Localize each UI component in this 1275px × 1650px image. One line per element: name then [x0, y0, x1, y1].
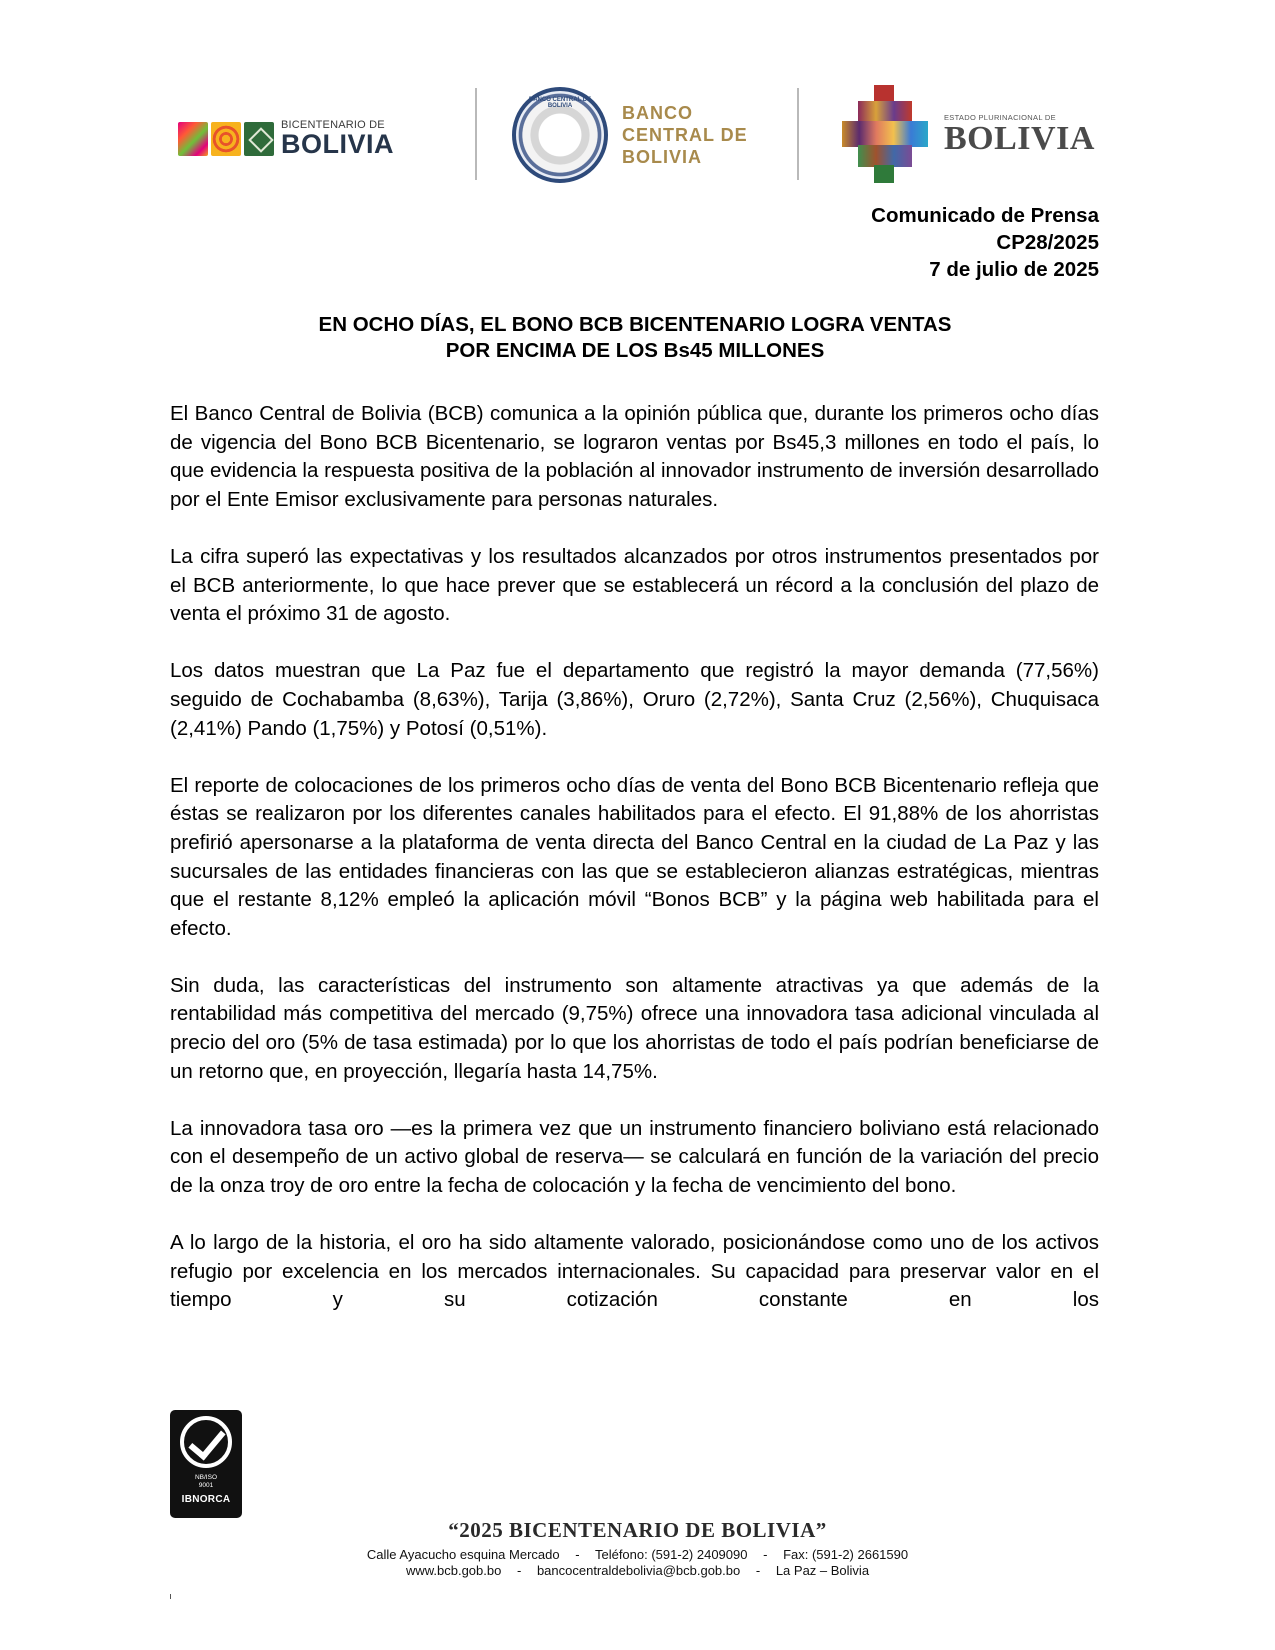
estado-logo-small-text: ESTADO PLURINACIONAL DE: [944, 113, 1056, 123]
footer-slogan: “2025 BICENTENARIO DE BOLIVIA”: [448, 1518, 827, 1542]
press-release-meta: [871, 202, 1099, 283]
bicentenario-logo: [178, 115, 394, 163]
document-type: Comunicado de Prensa: [871, 204, 1099, 227]
checkmark-icon: [180, 1416, 232, 1468]
iso-standard-line: 9001: [198, 1482, 214, 1489]
document-code: CP28/2025: [996, 231, 1099, 254]
spiral-icon: [211, 122, 241, 156]
iso-org-text: IBNORCA: [181, 1494, 231, 1505]
footer-website-link[interactable]: www.bcb.gob.bo: [405, 1563, 502, 1578]
bcb-seal-icon: [512, 87, 608, 183]
bcb-logo-text: [622, 102, 748, 168]
logo-divider: [475, 88, 477, 180]
footer-address: Calle Ayacucho esquina Mercado: [366, 1547, 560, 1562]
bcb-logo-line: BANCO: [622, 103, 693, 123]
bicentenario-logo-small-text: BICENTENARIO DE: [281, 119, 385, 131]
paragraph: La innovadora tasa oro —es la primera vez que un instrumento financiero boliviano está relacionado con el desempeño de un activo global de reserva— se calculará en función de la variación del precio de la onza troy de oro entre la fecha de colocación y la fecha de vencimiento del bono.: [170, 1116, 1099, 1198]
footer-separator: -: [575, 1547, 580, 1562]
bcb-logo-line: BOLIVIA: [622, 147, 703, 167]
footer-contact-line: [0, 1547, 1275, 1562]
paragraph: Los datos muestran que La Paz fue el departamento que registró la mayor demanda (77,56%) seguido de Cochabamba (8,63%), Tarija (3,86%), Oruro (2,72%), Santa Cruz (2,56%), Chuquisaca (2,41%) Pando (1,75%) y Potosí (0,51%).: [170, 659, 1099, 740]
document-date: 7 de julio de 2025: [929, 258, 1099, 281]
logo-divider: [797, 88, 799, 180]
footer-city: La Paz – Bolivia: [775, 1563, 870, 1578]
footer-separator: -: [516, 1563, 522, 1578]
header-logos: [0, 80, 1275, 200]
page-title: [170, 312, 1100, 364]
bcb-seal-text: BANCO CENTRAL DE BOLIVIA: [528, 97, 592, 109]
body-text: [170, 400, 1099, 1344]
bcb-logo-line: CENTRAL DE: [622, 125, 748, 145]
title-line: POR ENCIMA DE LOS Bs45 MILLONES: [445, 339, 825, 362]
title-line: EN OCHO DÍAS, EL BONO BCB BICENTENARIO LOGRA VENTAS: [318, 313, 952, 336]
bcb-logo: [512, 80, 748, 190]
chakana-icon: [830, 85, 940, 185]
paragraph: Sin duda, las características del instrumento son altamente atractivas ya que además de la rentabilidad más competitiva del mercado (9,75%) ofrece una innovadora tasa adicional vinculada al precio del oro (5% de tasa estimada) por lo que los ahorristas de todo el país podrían beneficiarse de un retorno que, en proyección, llegaría hasta 14,75%.: [170, 973, 1099, 1083]
bicentenario-logo-big-text: BOLIVIA: [281, 129, 395, 159]
footer-email-link[interactable]: bancocentraldebolivia@bcb.gob.bo: [536, 1563, 741, 1578]
footer-fax: Fax: (591-2) 2661590: [783, 1547, 909, 1562]
estado-plurinacional-logo: [830, 85, 1095, 185]
paragraph: El reporte de colocaciones de los primeros ocho días de venta del Bono BCB Bicentenario refleja que éstas se realizaron por los diferentes canales habilitados para el efecto. El 91,88% de los ahorristas prefirió apersonarse a la plataforma de venta directa del Banco Central en la ciudad de La Paz y las sucursales de las entidades financieras con las que se establecieron alianzas estratégicas, mientras que el restante 8,12% empleó la aplicación móvil “Bonos BCB” y la página web habilitada para el efecto.: [170, 773, 1099, 940]
iso-standard-text: [170, 1474, 242, 1490]
paragraph: La cifra superó las expectativas y los resultados alcanzados por otros instrumentos presentados por el BCB anteriormente, lo que hace prever que se establecerá un récord a la conclusión del plazo de venta el próximo 31 de agosto.: [170, 544, 1099, 626]
footer-web-line: [0, 1563, 1275, 1578]
diamond-icon: [244, 122, 274, 156]
estado-logo-big-text: BOLIVIA: [944, 119, 1095, 157]
footer-separator: -: [755, 1563, 761, 1578]
footer-phone: Teléfono: (591-2) 2409090: [594, 1547, 748, 1562]
paragraph: A lo largo de la historia, el oro ha sido altamente valorado, posicionándose como uno de los activos refugio por excelencia en los mercados internacionales. Su capacidad para preservar valor en el tiempo y su cotización constante en los: [170, 1231, 1099, 1312]
footer-separator: -: [763, 1547, 768, 1562]
iso-standard-line: NB/ISO: [194, 1474, 218, 1481]
bicentenario-pattern-icon: [178, 122, 208, 156]
paragraph: El Banco Central de Bolivia (BCB) comunica a la opinión pública que, durante los primeros ocho días de vigencia del Bono BCB Bicentenario, se lograron ventas por Bs45,3 millones en todo el país, lo que evidencia la respuesta positiva de la población al innovador instrumento de inversión desarrollado por el Ente Emisor exclusivamente para personas naturales.: [170, 402, 1099, 511]
page-mark: [170, 1594, 171, 1599]
iso-certification-badge: [170, 1410, 242, 1518]
